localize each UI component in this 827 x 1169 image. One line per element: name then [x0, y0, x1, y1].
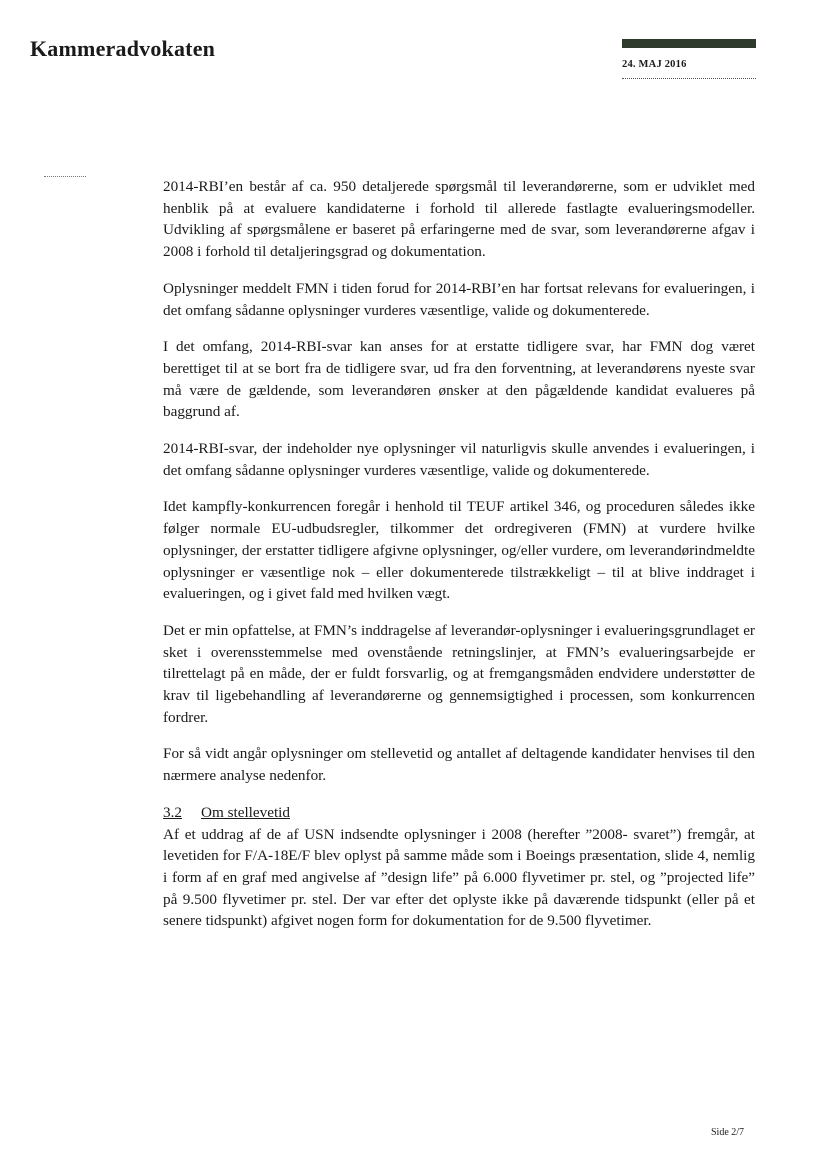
paragraph: I det omfang, 2014-RBI-svar kan anses for at erstatte tidligere svar, har FMN dog været berettiget til at se bort fra de tidligere svar, ud fra den forventning, at leverandørens nyeste svar må være de gældende, som leverandøren ønsker at den pågældende kandidat evalueres på baggrund af.	[163, 338, 755, 421]
section-number: 3.2	[163, 803, 182, 821]
section-title: Om stellevetid	[201, 803, 290, 821]
paragraph: Oplysninger meddelt FMN i tiden forud for 2014-RBI’en har fortsat relevans for evalueringen, i det omfang sådanne oplysninger vurderes væsentlige, valide og dokumenterede.	[163, 279, 755, 319]
paragraph: For så vidt angår oplysninger om stellevetid og antallet af deltagende kandidater henvises til den nærmere analyse nedenfor.	[163, 745, 755, 785]
header-divider	[622, 78, 756, 79]
paragraph: Det er min opfattelse, at FMN’s inddragelse af leverandør-oplysninger i evalueringsgrundlaget er sket i overensstemmelse med ovenstående retningslinjer, at FMN’s evalueringsarbejde er tilrettelagt på en måde, der er fuldt forsvarlig, og at fremgangsmåden endvidere understøtter de krav til ligebehandling af leverandørerne og gennemsigtighed i processen, som konkurrencen fordrer.	[163, 621, 755, 726]
paragraph: 2014-RBI-svar, der indeholder nye oplysninger vil naturligvis skulle anvendes i evalueringen, i det omfang sådanne oplysninger vurderes væsentlige, valide og dokumenterede.	[163, 440, 755, 479]
firm-name: Kammeradvokaten	[30, 36, 216, 61]
margin-mark	[44, 176, 86, 177]
section-paragraph: Af et uddrag af de af USN indsendte oplysninger i 2008 (herefter ”2008- svaret”) fremgår, at levetiden for F/A-18E/F blev oplyst på samme måde som i Boeings præsentation, slide 4, nemlig i form af en graf med angivelse af ”design life” på 6.000 flyvetimer pr. stel, og ”projected life” på 9.500 flyvetimer pr. stel. Der var efter det oplyste ikke på daværende tidspunkt (eller på et senere tidspunkt) afgivet nogen form for dokumentation for de 9.500 flyvetimer.	[163, 825, 755, 930]
section-heading	[163, 802, 755, 824]
header-bar	[622, 39, 756, 48]
document-date: 24. MAJ 2016	[622, 59, 687, 70]
paragraph: 2014-RBI’en består af ca. 950 detaljerede spørgsmål til leverandørerne, som er udviklet med henblik på at evaluere kandidaterne i forhold til allerede fastlagte evalueringsmodeller. Udvikling af spørgsmålene er baseret på erfaringerne med de svar, som leverandørerne afgav i 2008 i forhold til detaljeringsgrad og dokumentation.	[163, 178, 755, 261]
page-number: Side 2/7	[711, 1127, 745, 1138]
document-body	[163, 176, 755, 947]
paragraph: Idet kampfly-konkurrencen foregår i henhold til TEUF artikel 346, og proceduren således ikke følger normale EU-udbudsregler, tilkommer det ordregiveren (FMN) at vurdere hvilke oplysninger, der erstatter tidligere afgivne oplysninger, og/eller vurdere, om leverandørindmeldte oplysninger er væsentlige nok – eller dokumenterede tilstrækkeligt – til at blive inddraget i evalueringen, og i givet fald med hvilken vægt.	[163, 498, 755, 603]
